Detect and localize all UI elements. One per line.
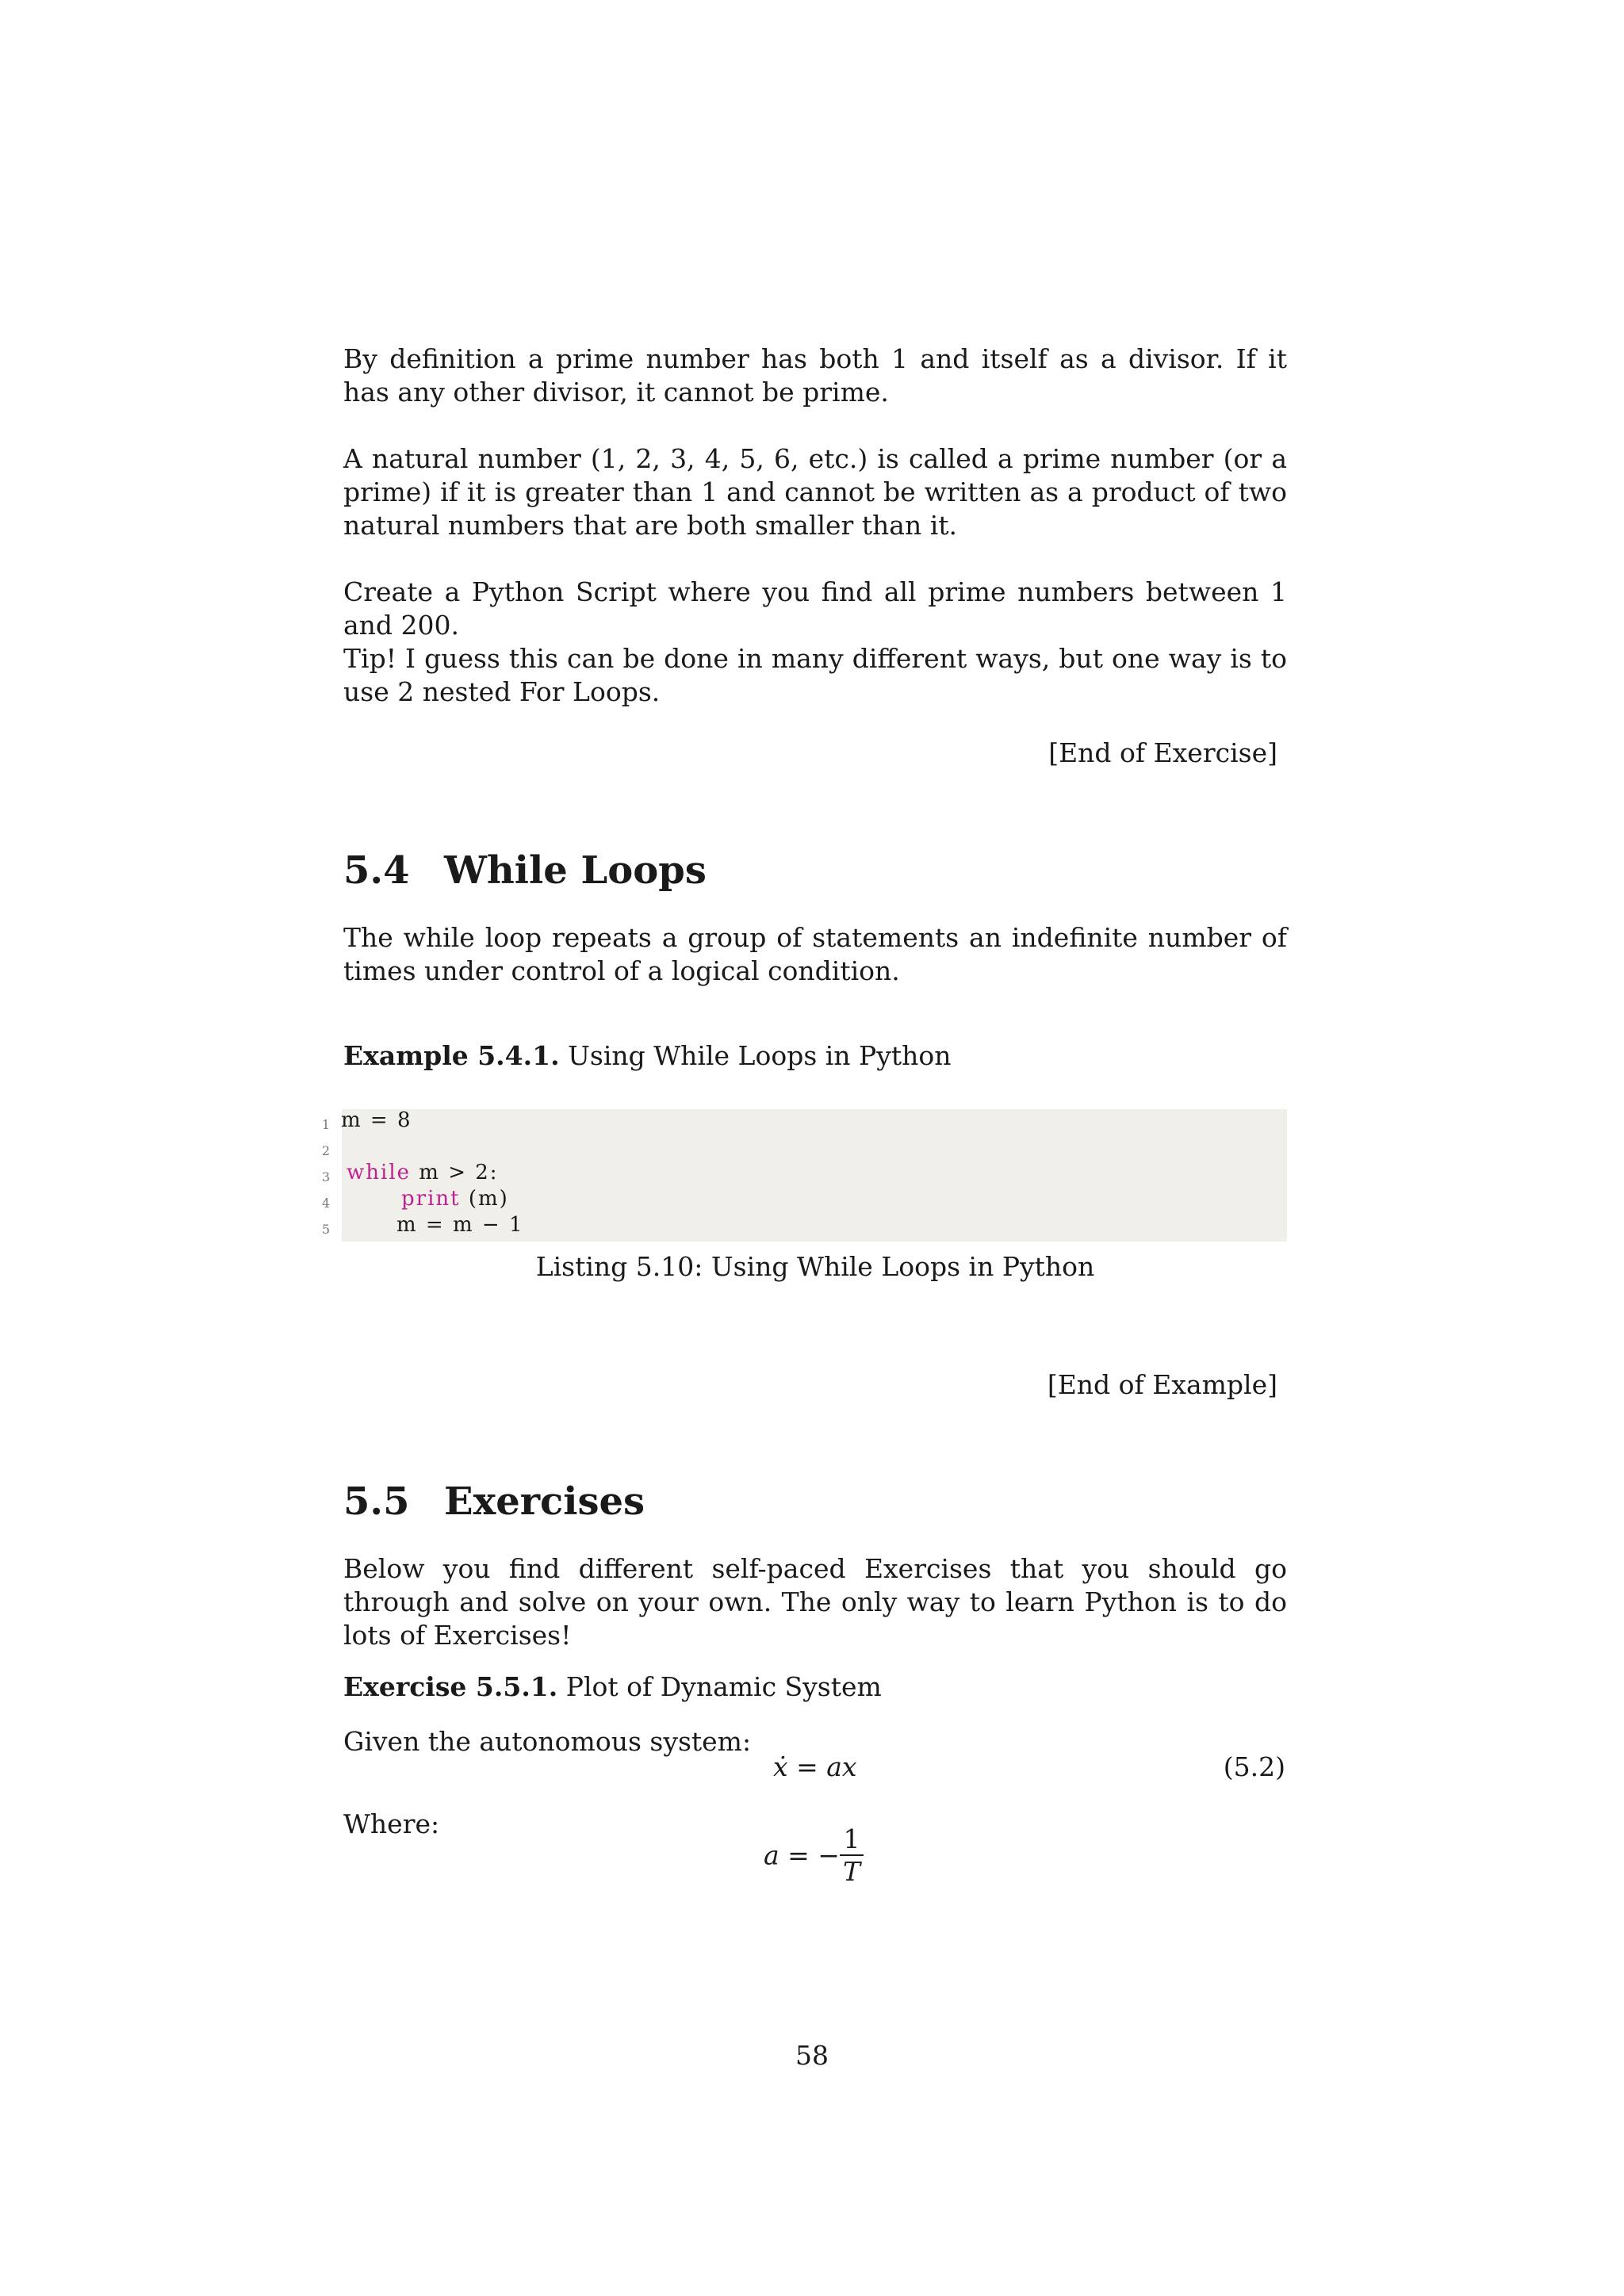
create-script-paragraph: Create a Python Script where you find all prime numbers between 1 and 200. bbox=[343, 576, 1287, 641]
keyword-print: print bbox=[401, 1187, 461, 1211]
natural-number-paragraph: A natural number (1, 2, 3, 4, 5, 6, etc.) is called a prime number (or a prime) if it is greater than 1 and cannot be written as a product of two natural numbers that are both smaller than it. bbox=[343, 443, 1287, 541]
exercise-title: Plot of Dynamic System bbox=[565, 1671, 882, 1702]
line-number: 2 bbox=[321, 1143, 330, 1158]
line-number: 5 bbox=[321, 1222, 330, 1237]
equation-xdot: ẋ = ax bbox=[773, 1751, 857, 1782]
section-title: While Loops bbox=[444, 848, 707, 893]
exercise-heading bbox=[343, 1670, 882, 1704]
example-label: Example 5.4.1. bbox=[343, 1040, 560, 1071]
section-number: 5.5 bbox=[343, 1479, 410, 1524]
given-text: Given the autonomous system: bbox=[343, 1726, 752, 1757]
section-number: 5.4 bbox=[343, 848, 410, 893]
code-line-5: m = m − 1 bbox=[396, 1213, 524, 1237]
section-heading-while-loops bbox=[343, 848, 707, 893]
line-number: 4 bbox=[321, 1196, 330, 1211]
tip-paragraph: Tip! I guess this can be done in many different ways, but one way is to use 2 nested For Loops. bbox=[343, 643, 1287, 707]
fraction-denominator: T bbox=[840, 1854, 864, 1887]
exercises-description: Below you find different self-paced Exercises that you should go through and solve on your own. The only way to learn Python is to do lots of Exercises! bbox=[343, 1553, 1287, 1651]
exercise-label: Exercise 5.5.1. bbox=[343, 1671, 558, 1702]
fraction bbox=[840, 1823, 864, 1887]
example-title: Using While Loops in Python bbox=[568, 1040, 952, 1071]
keyword-while: while bbox=[347, 1161, 412, 1184]
fraction-numerator: 1 bbox=[843, 1823, 860, 1854]
equation-number: (5.2) bbox=[1223, 1751, 1285, 1782]
page-number: 58 bbox=[795, 2040, 829, 2071]
listing-caption: Listing 5.10: Using While Loops in Python bbox=[535, 1251, 1095, 1282]
section-title: Exercises bbox=[444, 1479, 645, 1524]
where-text: Where: bbox=[343, 1808, 440, 1839]
code-line-1: m = 8 bbox=[341, 1108, 412, 1132]
line-number: 3 bbox=[321, 1169, 330, 1184]
end-of-exercise-marker: [End of Exercise] bbox=[1048, 737, 1277, 768]
end-of-example-marker: [End of Example] bbox=[1047, 1369, 1277, 1400]
section-heading-exercises bbox=[343, 1479, 645, 1524]
example-heading bbox=[343, 1039, 952, 1073]
prime-definition-paragraph: By definition a prime number has both 1 and itself as a divisor. If it has any other divisor, it cannot be prime. bbox=[343, 343, 1287, 408]
while-loop-description: The while loop repeats a group of statements an indefinite number of times under control of a logical condition. bbox=[343, 922, 1287, 986]
line-number: 1 bbox=[321, 1117, 330, 1132]
equation-a: a = − $\frac{1}{T}$ bbox=[764, 1823, 864, 1887]
code-line-4: print (m) bbox=[401, 1187, 509, 1211]
code-line-3: while m > 2: bbox=[347, 1161, 499, 1184]
